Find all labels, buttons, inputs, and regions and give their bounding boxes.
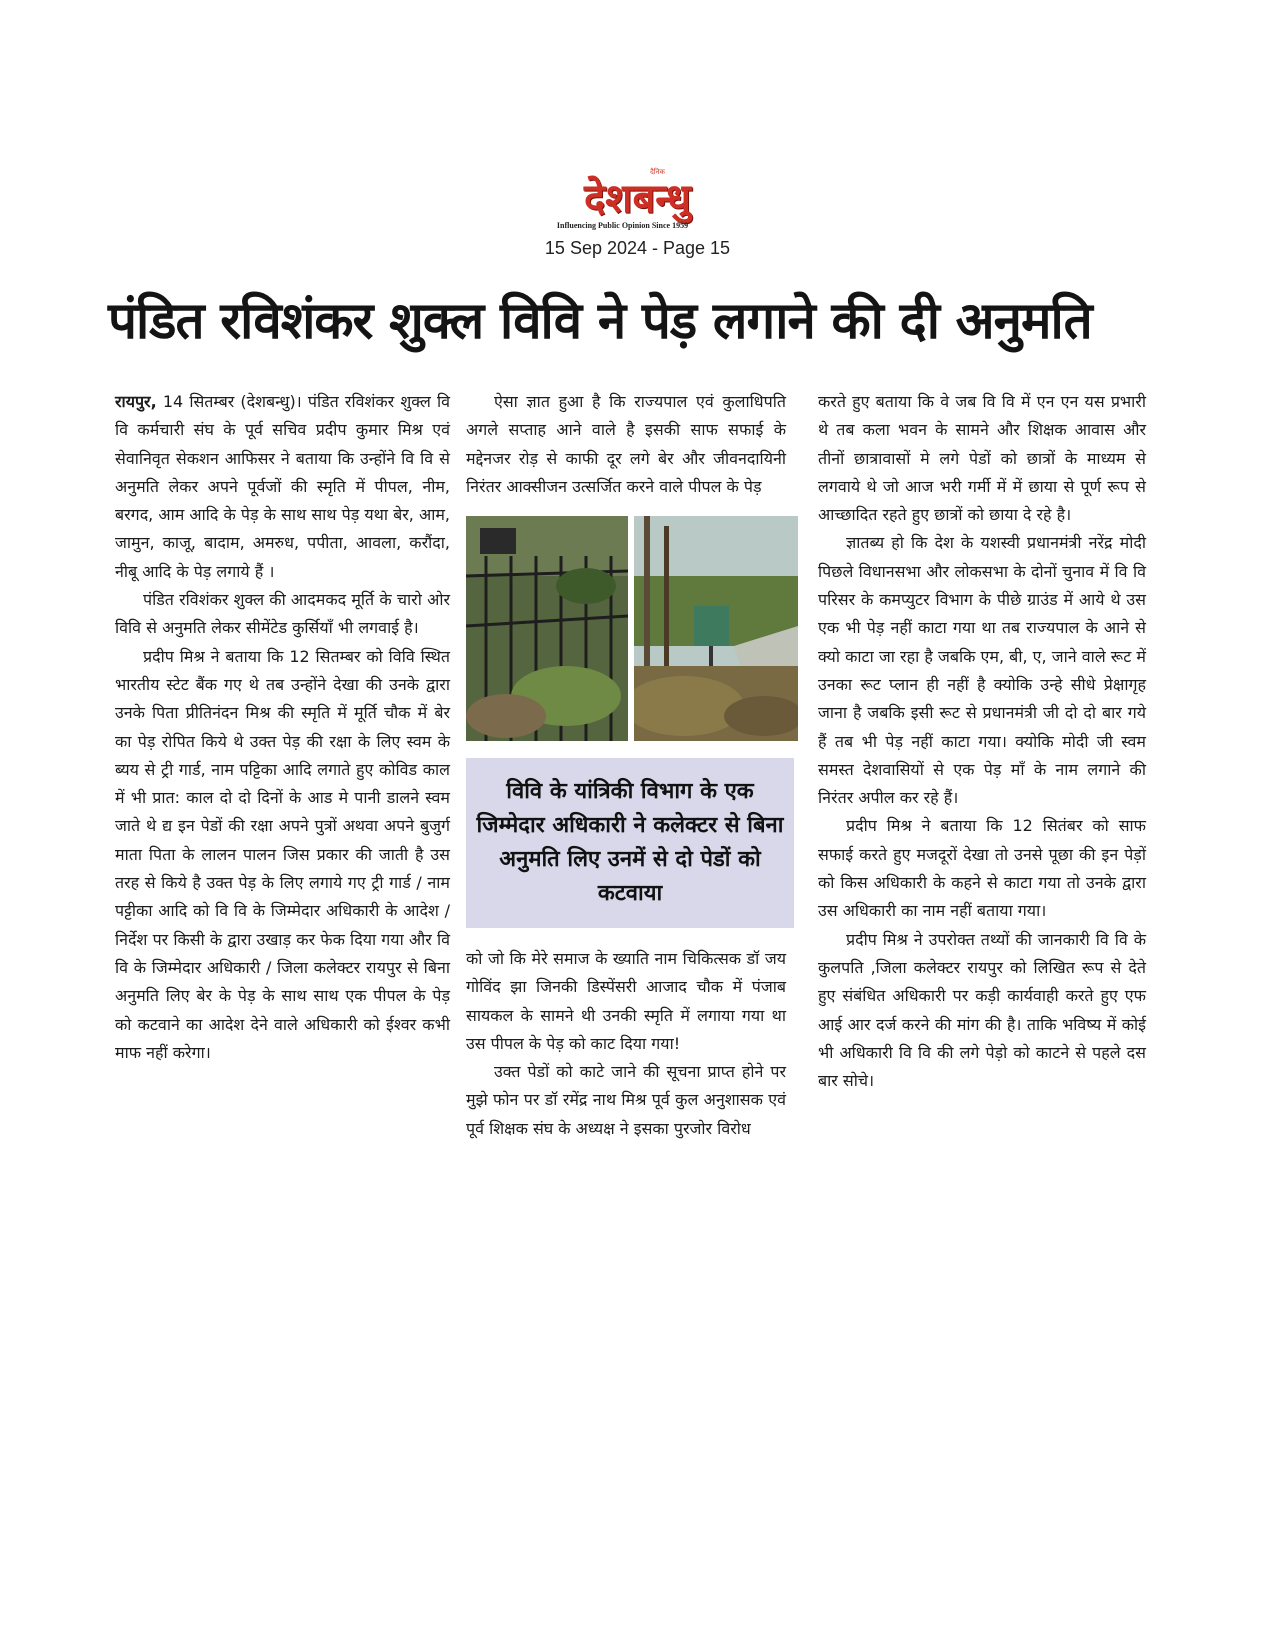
paragraph: पंडित रविशंकर शुक्ल की आदमकद मूर्ति के चारो ओर विवि से अनुमति लेकर सीमेंटेड कुर्सियाँ भी लगवाई है। (115, 590, 450, 638)
article-column-3 (818, 388, 1146, 1095)
paragraph: करते हुए बताया कि वे जब वि वि में एन एन यस प्रभारी थे तब कला भवन के सामने और शिक्षक आवास और तीनों छात्रावासों मे लगे पेडों को छात्रों के माध्यम से लगवाये थे जो आज भरी गर्मी में में छाया से पूर्ण रूप से आच्छादित रहते हुए छात्रों को छाया दे रहे है। (818, 392, 1146, 525)
tree-stump-photo (466, 516, 628, 741)
pull-quote-box (466, 758, 794, 928)
edition-date-page: 15 Sep 2024 - Page 15 (544, 238, 731, 258)
masthead (0, 168, 1275, 259)
paragraph: उक्त पेडों को काटे जाने की सूचना प्राप्त होने पर मुझे फोन पर डॉ रमेंद्र नाथ मिश्र पूर्व कुल अनुशासक एवं पूर्व शिक्षक संघ के अध्यक्ष ने इसका पुरजोर विरोध (466, 1062, 786, 1138)
paragraph: प्रदीप मिश्र ने बताया कि 12 सितंबर को साफ सफाई करते हुए मजदूरों देखा तो उनसे पूछा की इन पेड़ों को किस अधिकारी के कहने से काटा गया तो उनके द्वारा उस अधिकारी का नाम नहीं बताया गया। (818, 816, 1146, 921)
pull-quote-text: विवि के यांत्रिकी विभाग के एक जिम्मेदार अधिकारी ने कलेक्टर से बिना अनुमति लिए उनमें से दो पेडों को कटवाया (476, 779, 784, 906)
logo-tagline: Influencing Public Opinion Since 1959 (556, 221, 689, 230)
masthead-small-tagline: दैनिक (650, 168, 665, 176)
paragraph: ऐसा ज्ञात हुआ है कि राज्यपाल एवं कुलाधिपति अगले सप्ताह आने वाले है इसकी साफ सफाई के मद्देनजर रोड़ से काफी दूर लगे बेर और जीवनदायिनी निरंतर आक्सीजन उत्सर्जित करने वाले पीपल के पेड़ (466, 392, 786, 496)
paragraph: 14 सितम्बर (देशबन्धु)। पंडित रविशंकर शुक्ल वि वि कर्मचारी संघ के पूर्व सचिव प्रदीप कुमार मिश्र एवं सेवानिवृत सेकशन आफिसर ने बताया कि उन्होंने वि वि से अनुमति लेकर अपने पूर्वजों की स्मृति में पीपल, नीम, बरगद, आम आदि के पेड़ के साथ साथ पेड़ यथा बेर, आम, जामुन, काजू, बादाम, अमरुध, पपीता, आवला, करौंदा, नीबू आदि के पेड़ लगाये हैं । (115, 392, 450, 581)
article-column-2-top (466, 388, 786, 501)
paragraph: प्रदीप मिश्र ने उपरोक्त तथ्यों की जानकारी वि वि के कुलपति ,जिला कलेक्टर रायपुर को लिखित रूप से देते हुए संबंधित अधिकारी पर कड़ी कार्यवाही करते हुए एफ आई आर दर्ज करने की मांग की है। ताकि भविष्य में कोई भी अधिकारी वि वि की लगे पेड़ो को काटने से पहले दस बार सोचे। (818, 929, 1146, 1091)
paragraph: ज्ञातब्य हो कि देश के यशस्वी प्रधानमंत्री नरेंद्र मोदी पिछले विधानसभा और लोकसभा के दोनों चुनाव में वि वि परिसर के कमप्युटर विभाग के पीछे ग्राउंड में आये थे उस एक भी पेड़ नहीं काटा गया था तब राज्यपाल के आने से क्यो काटा जा रहा है जबकि एम, बी, ए, जाने वाले रूट में उनका रूट प्लान ही नहीं है क्योकि उन्हे सीधे प्रेक्षागृह जाना है जबकि इसी रूट से प्रधानमंत्री जी दो दो बार गये हैं तब भी पेड़ नहीं काटा गया। क्योकि मोदी जी स्वम समस्त देशवासियों से एक पेड़ माँ के नाम लगाने की निरंतर अपील कर रहे हैं। (818, 533, 1146, 808)
article-column-1 (115, 388, 450, 1067)
article-column-2-bottom (466, 945, 786, 1143)
newspaper-logo: देशबन्धु (584, 176, 691, 222)
article-dateline: रायपुर, (115, 392, 157, 411)
paragraph: को जो कि मेरे समाज के ख्याति नाम चिकित्सक डॉ जय गोविंद झा जिनकी डिस्पेंसरी आजाद चौक में पंजाब सायकल के सामने थी उनकी स्मृति में लगाया गया था उस पीपल के पेड़ को काट दिया गया! (466, 949, 786, 1053)
roadside-trees-photo (634, 516, 798, 741)
article-photos (466, 516, 798, 741)
paragraph: प्रदीप मिश्र ने बताया कि 12 सितम्बर को विवि स्थित भारतीय स्टेट बैंक गए थे तब उन्होंने देखा की उनके द्वारा उनके पिता प्रीतिनंदन मिश्र की स्मृति में मूर्ति चौक में बेर का पेड़ रोपित किये थे उक्त पेड़ की रक्षा के लिए स्वम के ब्यय से ट्री गार्ड, नाम पट्टिका आदि लगाते हुए कोविड काल में भी प्रात: काल दो दो दिनों के आड मे पानी डालने स्वम जाते थे द्य इन पेडों की रक्षा अपने पुत्रों अथवा अपने बुजुर्ग माता पिता के लालन पालन जिस प्रकार की जाती है उस तरह से किये है उक्त पेड़ के लिए लगाये गए ट्री गार्ड / नाम पट्टीका आदि को वि वि के जिम्मेदार अधिकारी के आदेश / निर्देश पर किसी के द्वारा उखाड़ कर फेक दिया गया और वि वि के जिम्मेदार अधिकारी / जिला कलेक्टर रायपुर से बिना अनुमति लिए बेर के पेड़ के साथ साथ एक पीपल के पेड़ को कटवाने का आदेश देने वाले अधिकारी को ईश्वर कभी माफ नहीं करेगा। (115, 646, 450, 1062)
article-headline: पंडित रविशंकर शुक्ल विवि ने पेड़ लगाने की दी अनुमति (108, 292, 1092, 351)
